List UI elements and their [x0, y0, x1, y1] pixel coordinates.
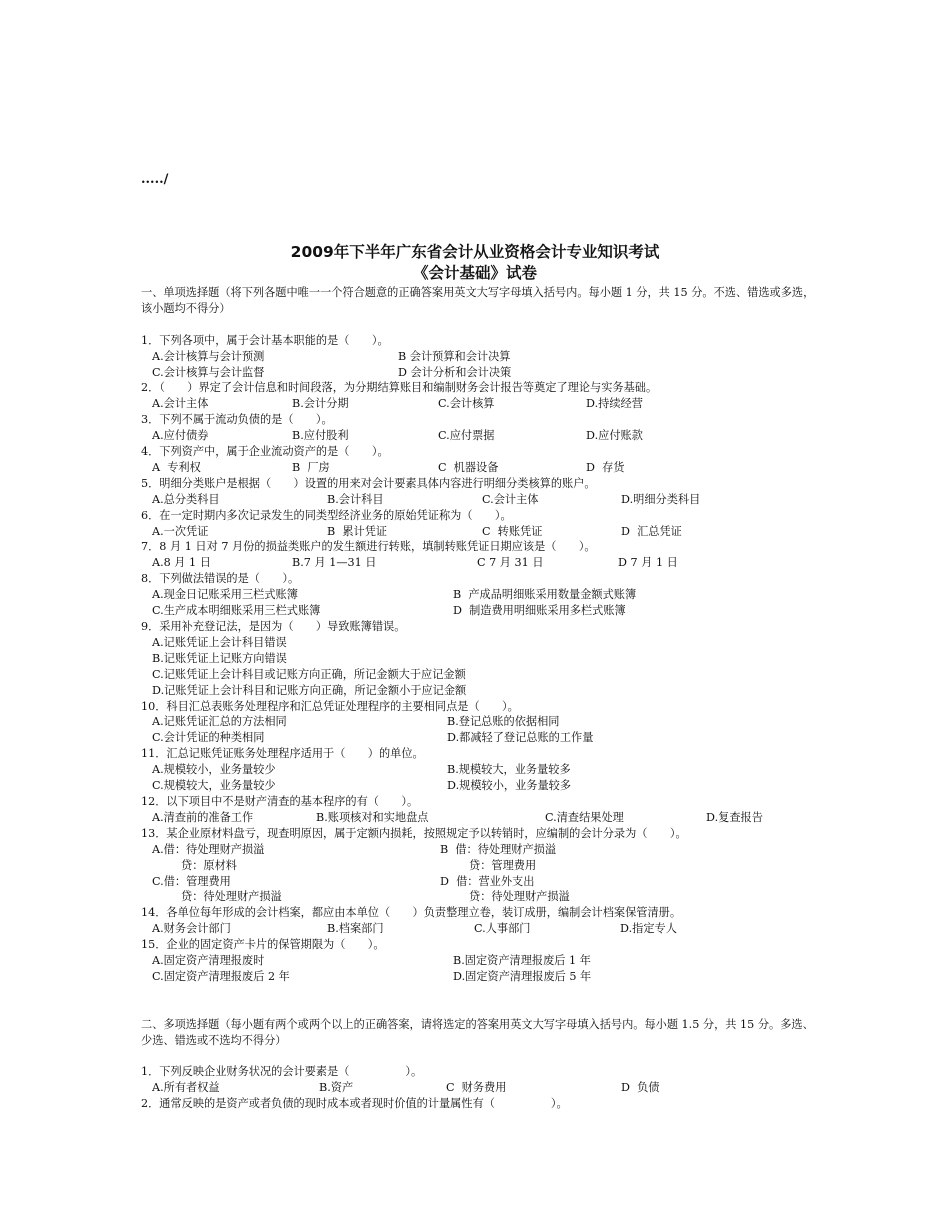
option: D.固定资产清理报废后 5 年	[453, 969, 592, 983]
question-15-options	[141, 969, 821, 985]
option: C.固定资产清理报废后 2 年	[152, 969, 290, 983]
option: B.档案部门	[327, 922, 384, 936]
option: A.会计主体	[152, 397, 209, 411]
question-6: 6．在一定时期内多次记录发生的同类型经济业务的原始凭证称为（ ）。	[141, 508, 512, 522]
question-3: 3．下列不属于流动负债的是（ ）。	[141, 413, 333, 427]
multi-question-2: 2．通常反映的是资产或者负债的现时成本或者现时价值的计量属性有（ ）。	[141, 1097, 568, 1111]
option: B.固定资产清理报废后 1 年	[453, 954, 591, 968]
multi-question-1: 1．下列反映企业财务状况的会计要素是（ ）。	[141, 1065, 423, 1079]
question-13-options	[141, 842, 821, 858]
option: C.记账凭证上会计科目或记账方向正确，所记金额大于应记金额	[152, 667, 466, 681]
question-2-options	[141, 396, 821, 412]
question-10-options	[141, 730, 821, 746]
option: D.持续经营	[586, 397, 643, 411]
option: D 7 月 1 日	[618, 556, 678, 570]
option: B 会计预算和会计决算	[398, 349, 511, 363]
option: A.所有者权益	[152, 1081, 220, 1095]
question-11: 11．汇总记账凭证账务处理程序适用于（ ）的单位。	[141, 747, 424, 761]
question-3-options	[141, 428, 821, 444]
exam-subtitle: 《会计基础》试卷	[412, 264, 537, 282]
question-13: 13．某企业原材料盘亏，现查明原因，属于定额内损耗，按照规定予以转销时，应编制的会计分录为（ ）。	[141, 826, 687, 840]
option: A.现金日记账采用三栏式账簿	[152, 588, 298, 602]
option: A.财务会计部门	[152, 922, 231, 936]
question-13-options	[141, 889, 821, 905]
option: C 转账凭证	[482, 524, 543, 538]
option: D 存货	[586, 460, 625, 474]
option: A.会计核算与会计预测	[152, 349, 265, 363]
option: A.一次凭证	[152, 524, 209, 538]
question-11-options	[141, 762, 821, 778]
question-15-options	[141, 953, 821, 969]
option: B.登记总账的依据相同	[447, 715, 560, 729]
option: C.会计凭证的种类相同	[152, 731, 265, 745]
multi-question-1-options	[141, 1080, 821, 1096]
option: D 汇总凭证	[621, 524, 682, 538]
option: D.明细分类科目	[621, 492, 701, 506]
option: D 制造费用明细账采用多栏式账簿	[453, 604, 626, 618]
option: B.会计分期	[292, 397, 349, 411]
question-2: 2．（ ）界定了会计信息和时间段落，为分期结算账目和编制财务会计报告等奠定了理论与实务基础。	[141, 381, 658, 395]
question-1-options	[141, 365, 821, 381]
option: D.记账凭证上会计科目和记账方向正确，所记金额小于应记金额	[152, 683, 467, 697]
question-15: 15．企业的固定资产卡片的保管期限为（ ）。	[141, 938, 385, 952]
question-8-options	[141, 603, 821, 619]
option: A.8 月 1 日	[152, 556, 211, 570]
option: D 负债	[621, 1081, 660, 1095]
question-5-options	[141, 492, 821, 508]
question-13-options	[141, 858, 821, 874]
question-5: 5．明细分类账户是根据（ ）设置的用来对会计要素具体内容进行明细分类核算的账户。	[141, 476, 596, 490]
option: C.生产成本明细账采用三栏式账簿	[152, 604, 321, 618]
question-10: 10．科目汇总表账务处理程序和汇总凭证处理程序的主要相同点是（ ）。	[141, 699, 519, 713]
option: D.指定专人	[620, 922, 677, 936]
option: D 会计分析和会计决策	[398, 365, 512, 379]
option: C.规模较大，业务量较少	[152, 779, 276, 793]
option: B.7 月 1—31 日	[292, 556, 377, 570]
option: A.应付债券	[152, 429, 209, 443]
option: C.会计核算与会计监督	[152, 365, 265, 379]
question-9: 9．采用补充登记法，是因为（ ）导致账簿错误。	[141, 620, 406, 634]
option: C.会计核算	[438, 397, 495, 411]
question-13-options	[141, 874, 821, 890]
option-credit: 贷：待处理财产损溢	[469, 890, 570, 904]
option: B 厂房	[292, 460, 330, 474]
exam-body	[141, 285, 821, 1112]
option: B.应付股利	[292, 429, 349, 443]
option: B 累计凭证	[327, 524, 388, 538]
option: C.借：管理费用	[152, 874, 231, 888]
section-2-instructions: 二、多项选择题（每小题有两个或两个以上的正确答案，请将选定的答案用英文大写字母填入括号内。每小题 1.5 分，共 15 分。多选、少选、错选或不选均不得分）	[141, 1017, 814, 1047]
option: A.总分类科目	[152, 492, 220, 506]
option: C.应付票据	[438, 429, 495, 443]
option: D.应付账款	[586, 429, 643, 443]
option: A.记账凭证汇总的方法相同	[152, 715, 287, 729]
question-7: 7．8 月 1 日对 7 月份的损益类账户的发生额进行转账，填制转账凭证日期应该是（ ）。	[141, 540, 596, 554]
option: C 财务费用	[446, 1081, 507, 1095]
option: B 产成品明细账采用数量金额式账簿	[453, 588, 637, 602]
question-8-options	[141, 587, 821, 603]
option: A.清查前的准备工作	[152, 810, 254, 824]
option: D.都减轻了登记总账的工作量	[447, 731, 594, 745]
option-credit: 贷：原材料	[181, 858, 237, 872]
question-1: 1．下列各项中，属于会计基本职能的是（ ）。	[141, 333, 389, 347]
question-1-options	[141, 349, 821, 365]
option: B.会计科目	[327, 492, 384, 506]
question-12-options	[141, 810, 821, 826]
option: D.规模较小，业务量较多	[447, 779, 572, 793]
question-7-options	[141, 555, 821, 571]
option: D.复查报告	[706, 810, 763, 824]
option: B.记账凭证上记账方向错误	[152, 651, 287, 665]
option: B.规模较大，业务量较多	[447, 763, 571, 777]
option: D 借：营业外支出	[440, 874, 535, 888]
section-1-instructions: 一、单项选择题（将下列各题中唯一一个符合题意的正确答案用英文大写字母填入括号内。每小题 1 分，共 15 分。不选、错选或多选，该小题均不得分）	[141, 286, 815, 315]
exam-title: 2009年下半年广东省会计从业资格会计专业知识考试	[290, 243, 660, 261]
page-marker: ...../	[141, 172, 169, 187]
option-credit: 贷：待处理财产损溢	[181, 890, 282, 904]
option: A.固定资产清理报废时	[152, 954, 265, 968]
question-14-options	[141, 921, 821, 937]
question-6-options	[141, 524, 821, 540]
option: C 7 月 31 日	[477, 556, 544, 570]
question-12: 12．以下项目中不是财产清查的基本程序的有（ ）。	[141, 794, 419, 808]
option: B 借：待处理财产损溢	[440, 842, 557, 856]
question-4: 4．下列资产中，属于企业流动资产的是（ ）。	[141, 445, 389, 459]
option: C 机器设备	[438, 460, 499, 474]
question-8: 8．下列做法错误的是（ ）。	[141, 572, 300, 586]
question-4-options	[141, 460, 821, 476]
option: A.借：待处理财产损溢	[152, 842, 265, 856]
option: C.人事部门	[474, 922, 531, 936]
option: A 专利权	[152, 460, 201, 474]
option-credit: 贷：管理费用	[469, 858, 537, 872]
question-14: 14．各单位每年形成的会计档案，都应由本单位（ ）负责整理立卷，装订成册，编制会计档案保管清册。	[141, 906, 682, 920]
option: A.规模较小，业务量较少	[152, 763, 276, 777]
option: C.会计主体	[482, 492, 539, 506]
question-11-options	[141, 778, 821, 794]
option: C.清查结果处理	[545, 810, 624, 824]
option: A.记账凭证上会计科目错误	[152, 635, 287, 649]
option: B.账项核对和实地盘点	[316, 810, 429, 824]
option: B.资产	[319, 1081, 354, 1095]
question-10-options	[141, 714, 821, 730]
